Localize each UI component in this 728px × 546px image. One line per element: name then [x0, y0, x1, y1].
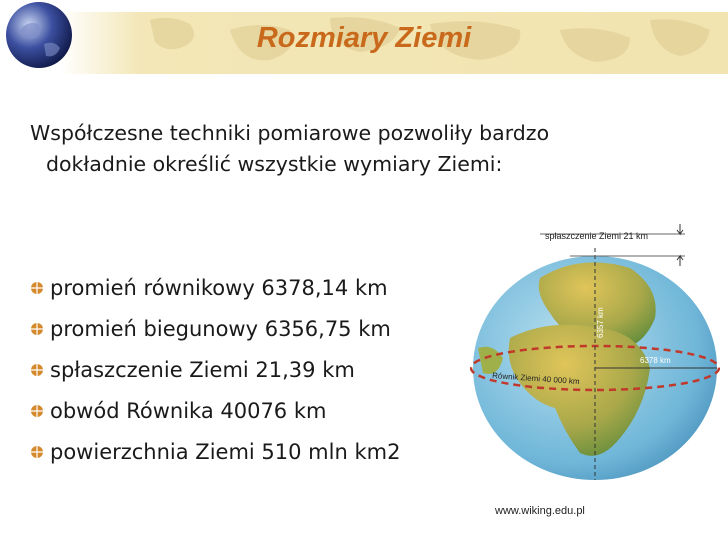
bullet-icon — [30, 363, 44, 377]
list-item-text: promień biegunowy 6356,75 km — [50, 317, 391, 341]
flattening-arrow-up-icon — [677, 256, 683, 266]
earth-dimensions-diagram — [470, 218, 720, 480]
list-item-text: obwód Równika 40076 km — [50, 399, 327, 423]
list-item — [30, 358, 400, 399]
flattening-label: spłaszczenie Ziemi 21 km — [545, 231, 649, 241]
source-credit: www.wiking.edu.pl — [495, 505, 585, 517]
flattening-arrow-down-icon — [677, 224, 683, 234]
list-item — [30, 276, 400, 317]
bullet-icon — [30, 281, 44, 295]
list-item — [30, 440, 400, 481]
bullet-icon — [30, 322, 44, 336]
bullet-icon — [30, 404, 44, 418]
list-item-text: promień równikowy 6378,14 km — [50, 276, 388, 300]
list-item — [30, 317, 400, 358]
slide-title: Rozmiary Ziemi — [256, 22, 472, 54]
list-item-text: powierzchnia Ziemi 510 mln km2 — [50, 440, 401, 464]
equatorial-radius-label: 6378 km — [640, 356, 671, 365]
intro-line-2: dokładnie określić wszystkie wymiary Ziemi: — [46, 152, 503, 176]
bullet-icon — [30, 445, 44, 459]
list-item-text: spłaszczenie Ziemi 21,39 km — [50, 358, 355, 382]
intro-line-1: Współczesne techniki pomiarowe pozwoliły bardzo — [30, 121, 550, 145]
header-banner — [0, 0, 728, 86]
equator-label: Równik Ziemi 40 000 km — [491, 371, 580, 387]
intro-text — [30, 118, 670, 180]
polar-radius-label: 6357 km — [596, 307, 605, 338]
dimension-list — [30, 276, 400, 481]
list-item — [30, 399, 400, 440]
